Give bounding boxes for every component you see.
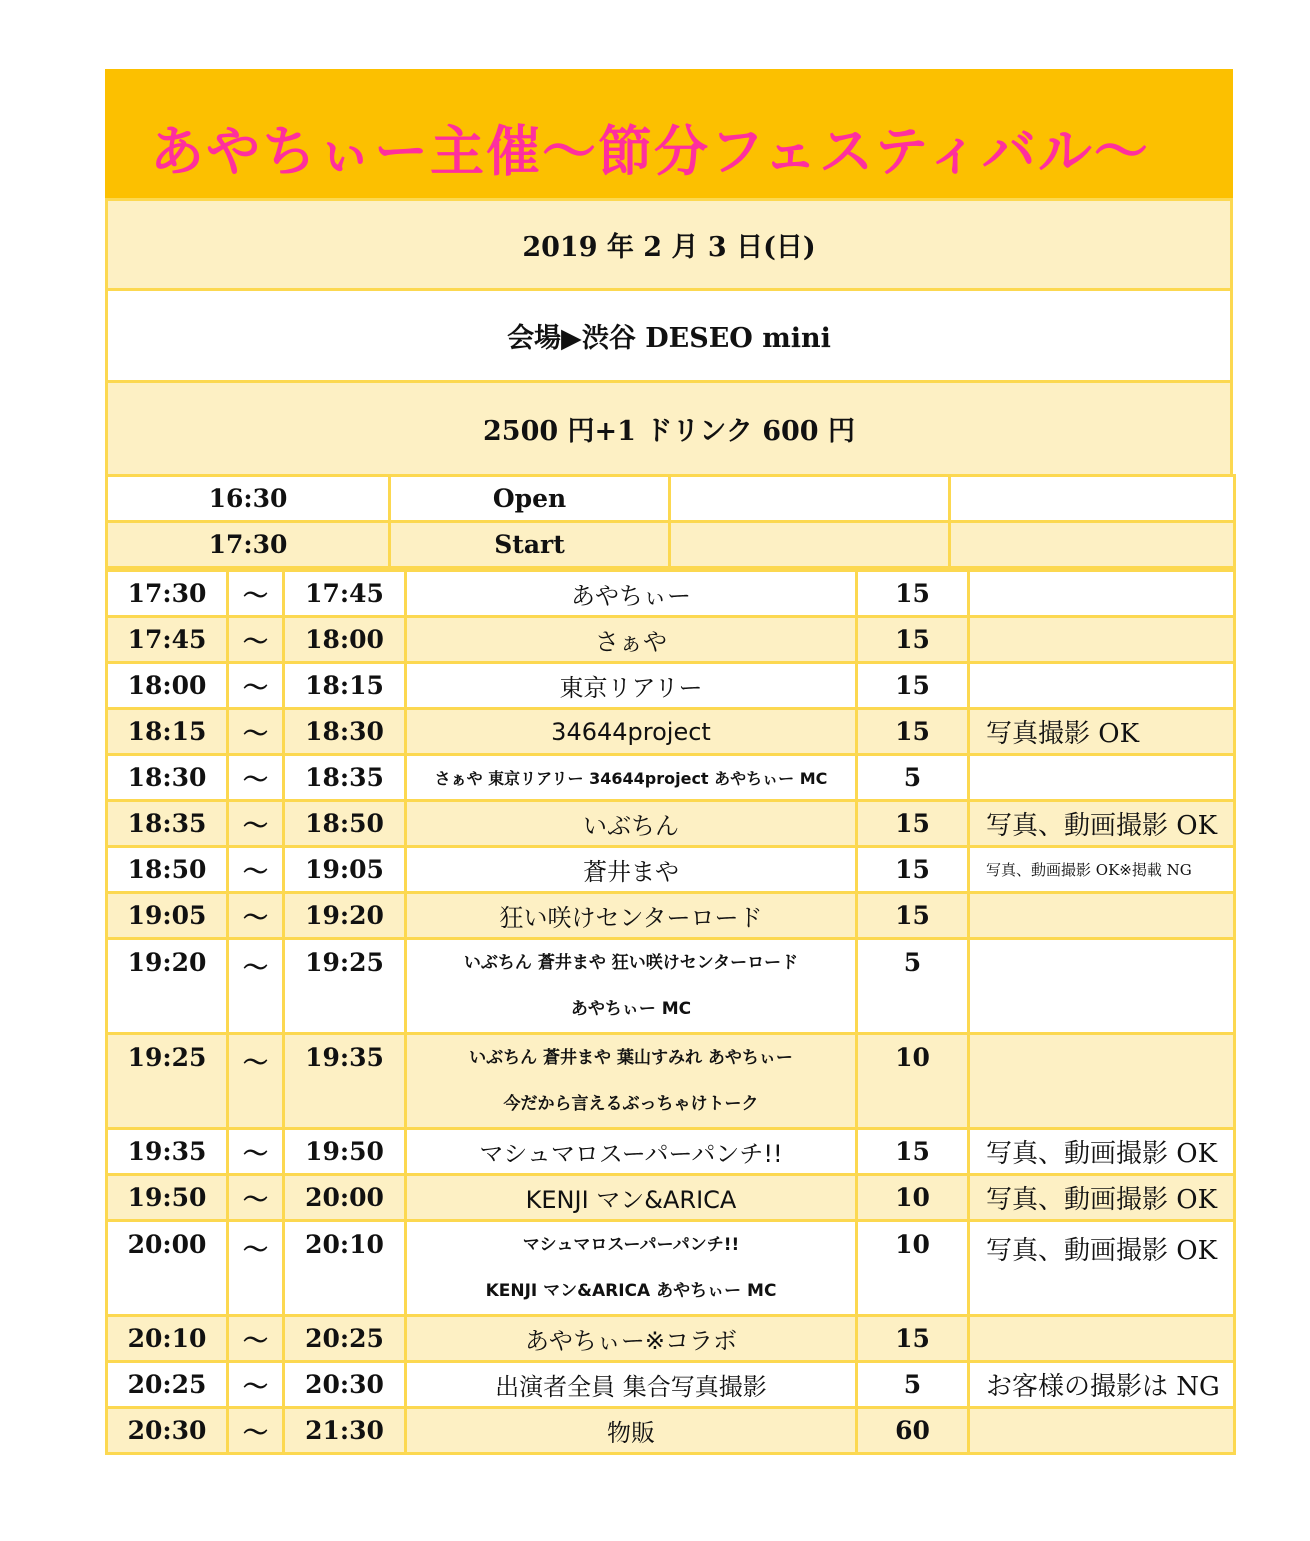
note-cell: 写真、動画撮影 OK [969,1175,1235,1221]
start-time: 17:30 [107,571,228,617]
note-cell [969,755,1235,801]
end-time: 18:35 [284,755,406,801]
event-date: 2019 年 2 月 3 日(日) [522,232,816,263]
duration-minutes: 5 [857,755,969,801]
duration-minutes: 10 [857,1175,969,1221]
start-time: 17:30 [107,522,390,568]
performer-cell [406,801,857,847]
performer-name: 出演者全員 集合写真撮影 [495,1373,767,1401]
performer-name: さぁや 東京リアリー 34644project あやちぃー MC [434,769,828,788]
end-time: 18:30 [284,709,406,755]
time-separator: 〜 [228,1175,284,1221]
end-time: 19:05 [284,847,406,893]
performer-name: KENJI マン&ARICA [525,1186,737,1214]
performer-name: マシュマロスーパーパンチ!! [479,1140,783,1168]
duration-minutes: 15 [857,847,969,893]
end-time: 18:15 [284,663,406,709]
performer-cell [406,847,857,893]
note-cell [969,893,1235,939]
duration-minutes: 15 [857,1316,969,1362]
performer-cell [406,1408,857,1454]
performer-cell [406,1129,857,1175]
table-row [107,1316,1235,1362]
table-row [107,1362,1235,1408]
performer-cell [406,617,857,663]
note-cell: 写真撮影 OK [969,709,1235,755]
duration-minutes: 15 [857,663,969,709]
performer-cell [406,1175,857,1221]
start-time: 19:25 [107,1034,228,1129]
time-separator: 〜 [228,663,284,709]
event-venue: 会場▶渋谷 DESEO mini [507,323,831,354]
end-time: 19:25 [284,939,406,1034]
performer-cell [406,893,857,939]
note-cell: お客様の撮影は NG [969,1362,1235,1408]
start-row [107,522,1235,568]
performer-cell [406,1221,857,1316]
performer-cell [406,571,857,617]
title-banner [105,69,1233,198]
venue-row [105,288,1233,383]
performer-cell [406,1362,857,1408]
performer-cell [406,939,857,1034]
time-separator: 〜 [228,893,284,939]
end-time: 18:50 [284,801,406,847]
end-time: 19:50 [284,1129,406,1175]
table-row [107,1034,1235,1129]
end-time: 19:20 [284,893,406,939]
empty-cell [670,476,950,522]
performer-name: いぶちん 蒼井まや 狂い咲けセンターロード [463,953,799,973]
duration-minutes: 15 [857,1129,969,1175]
table-row [107,1408,1235,1454]
note-cell [969,1034,1235,1129]
duration-minutes: 15 [857,617,969,663]
time-separator: 〜 [228,847,284,893]
time-separator: 〜 [228,1221,284,1316]
performer-name: 34644project [551,717,711,746]
performer-cell [406,663,857,709]
start-time: 18:15 [107,709,228,755]
table-row [107,1129,1235,1175]
time-separator: 〜 [228,1129,284,1175]
start-time: 19:05 [107,893,228,939]
table-row [107,1221,1235,1316]
performer-cell [406,709,857,755]
time-separator: 〜 [228,1316,284,1362]
note-cell [969,1408,1235,1454]
time-separator: 〜 [228,1362,284,1408]
note-cell [969,571,1235,617]
table-row [107,1175,1235,1221]
note-cell [969,939,1235,1034]
performer-name: マシュマロスーパーパンチ!! [522,1235,740,1255]
start-time: 18:30 [107,755,228,801]
start-label: Start [390,522,670,568]
start-time: 18:00 [107,663,228,709]
start-time: 19:50 [107,1175,228,1221]
performer-name: いぶちん 蒼井まや 葉山すみれ あやちぃー [469,1048,793,1068]
duration-minutes: 15 [857,571,969,617]
time-separator: 〜 [228,801,284,847]
time-separator: 〜 [228,939,284,1034]
note-cell: 写真、動画撮影 OK [969,1129,1235,1175]
table-row [107,755,1235,801]
performer-cell [406,1034,857,1129]
duration-minutes: 10 [857,1034,969,1129]
note-cell [969,1316,1235,1362]
performer-name: KENJI マン&ARICA あやちぃー MC [485,1281,777,1301]
table-row [107,893,1235,939]
open-time: 16:30 [107,476,390,522]
duration-minutes: 5 [857,1362,969,1408]
start-time: 20:10 [107,1316,228,1362]
empty-cell [950,522,1235,568]
performer-name: 物販 [607,1419,655,1447]
start-time: 20:30 [107,1408,228,1454]
start-time: 20:25 [107,1362,228,1408]
start-time: 20:00 [107,1221,228,1316]
end-time: 18:00 [284,617,406,663]
end-time: 20:10 [284,1221,406,1316]
time-separator: 〜 [228,571,284,617]
table-row [107,847,1235,893]
end-time: 20:25 [284,1316,406,1362]
performer-cell [406,1316,857,1362]
performer-name: あやちぃー※コラボ [524,1327,738,1355]
note-cell: 写真、動画撮影 OK [969,801,1235,847]
start-time: 19:20 [107,939,228,1034]
performer-name: あやちぃー MC [570,999,692,1019]
performer-name: 蒼井まや [583,858,679,886]
event-title: あやちぃー主催〜節分フェスティバル〜 [150,120,1150,183]
table-row [107,801,1235,847]
time-separator: 〜 [228,755,284,801]
end-time: 20:30 [284,1362,406,1408]
timetable [105,569,1236,1455]
table-row [107,571,1235,617]
start-time: 18:35 [107,801,228,847]
performer-name: あやちぃー [571,582,691,610]
event-price: 2500 円+1 ドリンク 600 円 [483,416,855,447]
end-time: 17:45 [284,571,406,617]
time-separator: 〜 [228,1408,284,1454]
end-time: 19:35 [284,1034,406,1129]
open-start-table [105,474,1236,569]
table-row [107,939,1235,1034]
note-cell [969,617,1235,663]
open-label: Open [390,476,670,522]
performer-name: 狂い咲けセンターロード [499,904,763,932]
duration-minutes: 5 [857,939,969,1034]
open-row [107,476,1235,522]
duration-minutes: 15 [857,893,969,939]
time-separator: 〜 [228,617,284,663]
time-separator: 〜 [228,709,284,755]
duration-minutes: 15 [857,709,969,755]
table-row [107,709,1235,755]
start-time: 19:35 [107,1129,228,1175]
date-row [105,198,1233,291]
performer-name: 今だから言えるぶっちゃけトーク [503,1094,759,1114]
performer-name: 東京リアリー [559,674,703,702]
duration-minutes: 60 [857,1408,969,1454]
start-time: 18:50 [107,847,228,893]
duration-minutes: 10 [857,1221,969,1316]
duration-minutes: 15 [857,801,969,847]
note-cell: 写真、動画撮影 OK※掲載 NG [969,847,1235,893]
table-row [107,663,1235,709]
end-time: 21:30 [284,1408,406,1454]
price-row [105,380,1233,477]
note-cell [969,663,1235,709]
note-cell: 写真、動画撮影 OK [969,1221,1235,1316]
table-row [107,617,1235,663]
performer-name: いぶちん [583,812,679,840]
start-time: 17:45 [107,617,228,663]
empty-cell [950,476,1235,522]
time-separator: 〜 [228,1034,284,1129]
performer-name: さぁや [595,628,667,656]
end-time: 20:00 [284,1175,406,1221]
performer-cell [406,755,857,801]
empty-cell [670,522,950,568]
